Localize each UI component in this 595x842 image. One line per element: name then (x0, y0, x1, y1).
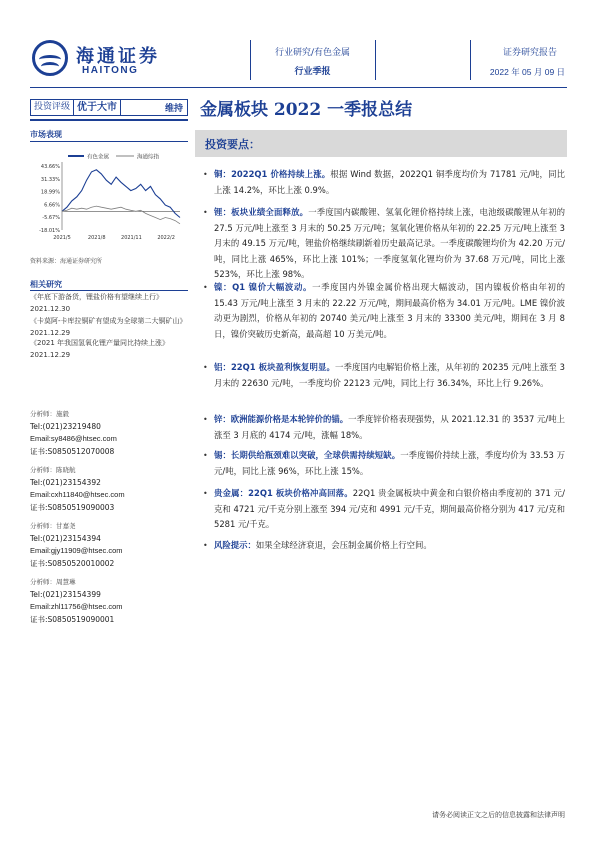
related-report-date: 2021.12.29 (30, 328, 71, 337)
analyst-tel: Tel:(021)23154394 (30, 533, 101, 543)
page-title: 金属板块 2022 一季报总结 (200, 100, 413, 120)
chart-svg (30, 148, 188, 248)
key-point (203, 280, 565, 342)
bullet-icon: • (203, 283, 208, 292)
rating-underline (30, 119, 188, 121)
analyst-card (30, 520, 190, 570)
analyst-card (30, 464, 190, 514)
key-point-body: 一季度锌价格表现强势，从 2021.12.31 的 3537 元/吨上涨至 3 月底的 4174 元/吨，涨幅 18%。 (214, 414, 565, 440)
logo-chinese-name: 海通证券 (76, 46, 160, 67)
analyst-tel: Tel:(021)23219480 (30, 421, 101, 431)
x-tick-label: 2022/2 (157, 235, 175, 241)
key-point-lead: 贵金属：22Q1 板块价格冲高回落。 (214, 488, 353, 498)
x-tick-label: 2021/8 (87, 235, 106, 241)
analyst-cert: 证书:S0850519090001 (30, 614, 115, 624)
market-performance-heading: 市场表现 (30, 129, 62, 139)
key-point-body: 一季度锡价持续上涨，季度均价为 33.53 万元/吨，同比上涨 96%，环比上涨 15%。 (214, 450, 565, 476)
analyst-card (30, 408, 190, 458)
related-report[interactable] (30, 316, 190, 339)
key-points-title: 投资要点： (205, 138, 260, 151)
rating-label: 投资评级 (31, 100, 74, 115)
key-point (203, 448, 565, 479)
key-point (203, 205, 565, 283)
footer-disclaimer: 请务必阅读正文之后的信息披露和法律声明 (432, 811, 565, 819)
key-point-body: 根据 Wind 数据，2022Q1 铜季度均价为 71781 元/吨，同比上涨 14.2%，环比上涨 0.9%。 (214, 169, 566, 195)
y-tick-label: 6.66% (44, 202, 60, 209)
rating-value: 优于大市 (74, 100, 121, 115)
key-point (203, 360, 565, 391)
bullet-icon: • (203, 541, 208, 550)
analyst-email[interactable]: Email:sy8486@htsec.com (30, 434, 117, 443)
related-report-title: 《年底下游备货，锂盐价格有望继续上行》 (30, 293, 163, 301)
key-point (203, 167, 565, 198)
chart-source: 资料来源：海通证券研究所 (30, 258, 103, 265)
report-label: 证券研究报告 (502, 48, 557, 58)
related-report[interactable] (30, 292, 190, 315)
legend-label: 海通综指 (137, 154, 160, 161)
key-point-lead: 镍：Q1 镍价大幅波动。 (214, 282, 313, 292)
bullet-icon: • (203, 489, 208, 498)
analyst-email[interactable]: Email:zhl11756@htsec.com (30, 602, 123, 611)
analyst-name: 分析师：甘嘉尧 (30, 522, 76, 530)
market-performance-chart (30, 148, 188, 248)
related-report-title: 《卡莫阿-卡库拉铜矿有望成为全球第二大铜矿山》 (30, 317, 187, 325)
analyst-tel: Tel:(021)23154392 (30, 477, 101, 487)
analyst-cert: 证书:S0850520010002 (30, 558, 115, 568)
analyst-tel: Tel:(021)23154399 (30, 589, 101, 599)
bullet-icon: • (203, 208, 208, 217)
analyst-name: 分析师：陈晓航 (30, 466, 76, 474)
key-point-lead: 锡：长期供给瓶颈难以突破，全球供需持续短缺。 (214, 450, 401, 460)
x-tick-label: 2021/11 (121, 235, 142, 241)
key-point-body: 如果全球经济衰退，会压制金属价格上行空间。 (255, 540, 432, 550)
analyst-email[interactable]: Email:gjy11909@htsec.com (30, 546, 123, 555)
x-tick-label: 2021/5 (53, 235, 71, 241)
key-point-lead: 铜：2022Q1 价格持续上涨。 (214, 169, 331, 179)
key-points-header (195, 130, 567, 157)
key-point-body: 22Q1 贵金属板块中黄金和白银价格由季度初的 371 元/克和 4721 元/千克分别上涨至 394 元/克和 4991 元/千克，期间最高价格分别为 417 元/克和 5281 元/千克。 (214, 488, 565, 530)
bullet-icon: • (203, 170, 208, 179)
analyst-cert: 证书:S0850512070008 (30, 446, 115, 456)
related-report[interactable] (30, 338, 190, 361)
logo-english-name: HAITONG (82, 65, 139, 76)
key-point-lead: 锌：欧洲能源价格是本轮锌价的锚。 (214, 414, 349, 424)
y-tick-label: 43.66% (40, 164, 60, 170)
analyst-name: 分析师：施毅 (30, 410, 69, 418)
report-category: 行业研究/有色金属 (274, 48, 351, 58)
related-report-date: 2021.12.30 (30, 304, 71, 313)
analyst-cert: 证书:S0850519090003 (30, 502, 115, 512)
series-line-index (62, 206, 180, 224)
key-point-body: 一季度国内外镍金属价格出现大幅波动，国内镍板价格由年初的 15.43 万元/吨上涨至 3 月末的 22.22 万元/吨，期间最高价格为 34.01 万元/吨。LME 镍价波动更为剧烈，价格从年初的 20740 美元/吨上涨至 3 月末的 33300 美元/吨，期间在 3 月 8 日，镍价突破历史新高，最高超 10 万美元/吨。 (214, 282, 565, 339)
key-point-body: 一季度国内碳酸锂、氢氧化锂价格持续上涨，电池级碳酸锂从年初的 27.5 万元/吨上涨至 3 月末的 50.25 万元/吨；氢氧化锂价格从年初的 22.25 万元/吨上涨至 3 月末的 49.15 万元/吨，锂盐价格继续刷新着历史最高记录。一季度碳酸锂均价为 42.20 万元/吨，同比上涨 465%，环比上涨 101%；一季度氢氧化锂均价为 37.68 万元/吨，同比上涨 523%，环比上涨 98%。 (214, 207, 566, 280)
y-tick-label: -5.67% (42, 215, 60, 222)
bullet-icon: • (203, 415, 208, 424)
key-point-lead: 锂：板块业绩全面释放。 (214, 207, 309, 217)
analyst-email[interactable]: Email:cxh11840@htsec.com (30, 490, 125, 499)
analyst-card (30, 576, 190, 626)
analyst-name: 分析师：周慧琳 (30, 578, 76, 586)
y-tick-label: 18.99% (40, 189, 60, 196)
section-rule (30, 290, 188, 291)
key-point (203, 412, 565, 443)
key-point-body: 一季度国内电解铝价格上涨，从年初的 20235 元/吨上涨至 3 月末的 22630 元/吨，一季度均价 22123 元/吨，同比上行 36.34%，环比上行 9.26%。 (214, 362, 565, 388)
series-line-nonferrous (62, 170, 180, 218)
key-point-lead: 风险提示： (214, 540, 256, 550)
header-rule (30, 87, 567, 88)
company-logo (32, 40, 172, 80)
related-report-title: 《2021 年我国氢氧化锂产量同比持续上涨》 (30, 339, 170, 347)
rating-action: 维持 (164, 104, 183, 114)
related-report-date: 2021.12.29 (30, 350, 71, 359)
report-type: 行业季报 (294, 67, 331, 77)
y-tick-label: -18.01% (39, 228, 60, 234)
key-point (203, 486, 565, 533)
y-tick-label: 31.33% (40, 176, 60, 183)
report-date: 2022 年 05 月 09 日 (489, 67, 566, 77)
bullet-icon: • (203, 451, 208, 460)
key-point-lead: 铝：22Q1 板块盈利恢复明显。 (214, 362, 336, 372)
logo-mark-icon (32, 40, 68, 76)
related-research-heading: 相关研究 (30, 279, 62, 289)
investment-rating (30, 99, 188, 116)
legend-label: 有色金属 (87, 154, 110, 161)
header-divider (375, 40, 376, 80)
section-rule (30, 141, 188, 142)
bullet-icon: • (203, 363, 208, 372)
key-point (203, 538, 565, 554)
